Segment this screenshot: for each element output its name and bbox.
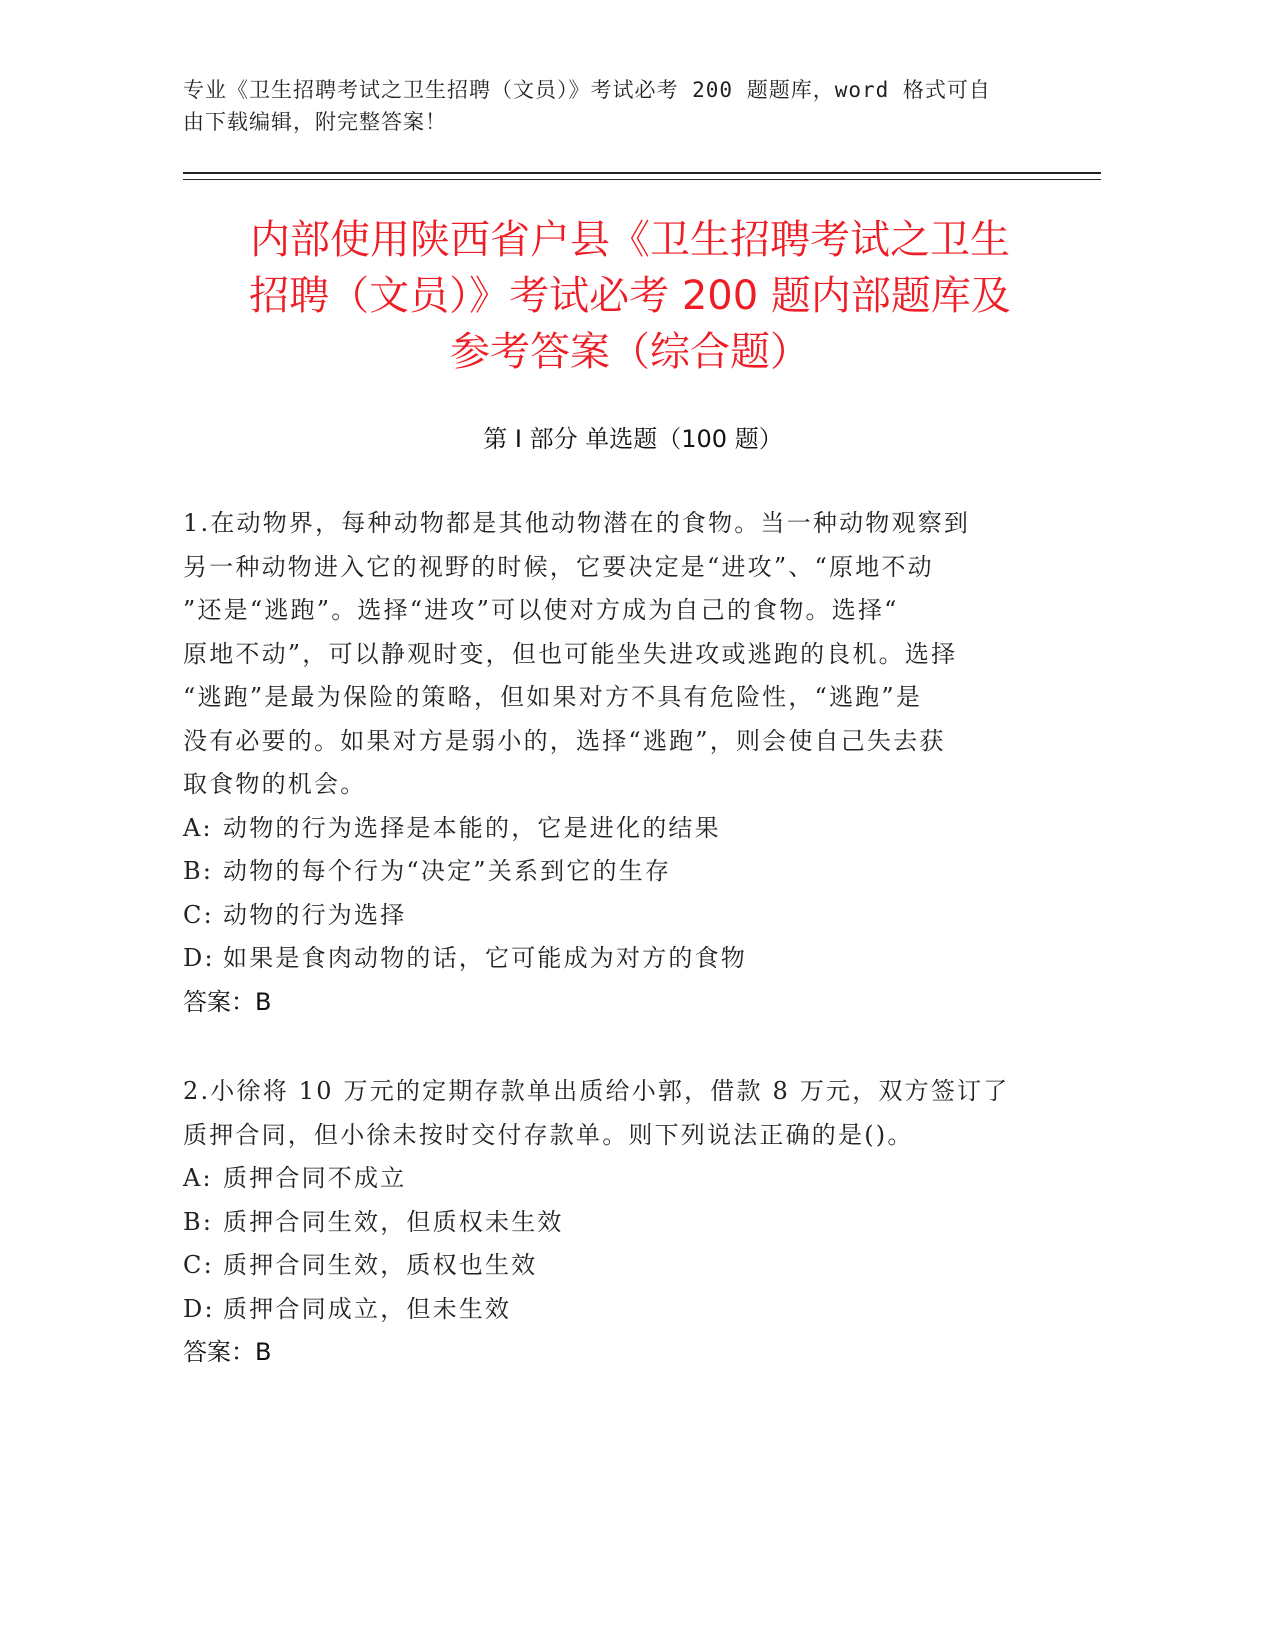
answer-line: 答案：B (183, 1338, 272, 1366)
option-key: B: (183, 1207, 214, 1236)
document-title-line: 内部使用陕西省户县《卫生招聘考试之卫生 (250, 217, 1010, 263)
stem-line: 没有必要的。如果对方是弱小的，选择“逃跑”，则会使自己失去获 (183, 726, 946, 755)
document-title (180, 212, 1080, 380)
answer-line: 答案：B (183, 987, 272, 1016)
header-divider-thin (183, 179, 1101, 180)
option-key: A: (183, 813, 213, 842)
option-key: C: (183, 900, 214, 929)
option-text: 质押合同生效，质权也生效 (223, 1251, 538, 1279)
stem-line: 1.在动物界，每种动物都是其他动物潜在的食物。当一种动物观察到 (183, 509, 971, 537)
header-divider-thick (183, 172, 1101, 174)
stem-line: 取食物的机会。 (183, 770, 367, 798)
section-heading: 第 I 部分 单选题（100 题） (483, 425, 783, 453)
option-key: B: (183, 857, 214, 885)
option-text: 如果是食肉动物的话，它可能成为对方的食物 (223, 944, 747, 972)
stem-line: 另一种动物进入它的视野的时候，它要决定是“进攻”、“原地不动 (183, 552, 934, 581)
option-a (183, 807, 1028, 851)
document-title-line: 招聘（文员）》考试必考 200 题内部题库及 (249, 273, 1011, 319)
header-note-line: 专业《卫生招聘考试之卫生招聘（文员）》考试必考 200 题题库，word 格式可自 (183, 78, 991, 102)
option-key: D: (183, 944, 215, 972)
option-text: 动物的行为选择 (223, 900, 407, 929)
option-text: 质押合同不成立 (223, 1164, 407, 1192)
option-d (183, 1288, 1028, 1332)
option-b (183, 1201, 1028, 1245)
option-key: C: (183, 1251, 214, 1279)
stem-line: 质押合同，但小徐未按时交付存款单。则下列说法正确的是()。 (183, 1120, 914, 1149)
question-2 (183, 1070, 1028, 1375)
stem-line: 2.小徐将 10 万元的定期存款单出质给小郭，借款 8 万元，双方签订了 (183, 1077, 1010, 1105)
question-1 (183, 502, 1028, 1024)
question-stem (183, 502, 1028, 807)
document-title-line: 参考答案（综合题） (450, 329, 810, 375)
option-c (183, 1244, 1028, 1288)
header-note (183, 74, 1073, 138)
option-text: 动物的行为选择是本能的，它是进化的结果 (223, 813, 721, 842)
option-a (183, 1157, 1028, 1201)
question-stem (183, 1070, 1028, 1157)
option-d (183, 937, 1028, 981)
stem-line: 原地不动”，可以静观时变，但也可能坐失进攻或逃跑的良机。选择 (183, 639, 958, 668)
stem-line: “逃跑”是最为保险的策略，但如果对方不具有危险性，“逃跑”是 (183, 683, 923, 711)
option-text: 质押合同成立，但未生效 (223, 1294, 512, 1323)
option-text: 质押合同生效，但质权未生效 (223, 1207, 564, 1236)
option-b (183, 850, 1028, 894)
option-key: D: (183, 1294, 215, 1323)
option-c (183, 894, 1028, 938)
header-note-line: 由下载编辑，附完整答案！ (183, 110, 447, 134)
stem-line: ”还是“逃跑”。选择“进攻”可以使对方成为自己的食物。选择“ (183, 596, 899, 624)
option-text: 动物的每个行为“决定”关系到它的生存 (223, 857, 672, 885)
option-key: A: (183, 1164, 213, 1192)
